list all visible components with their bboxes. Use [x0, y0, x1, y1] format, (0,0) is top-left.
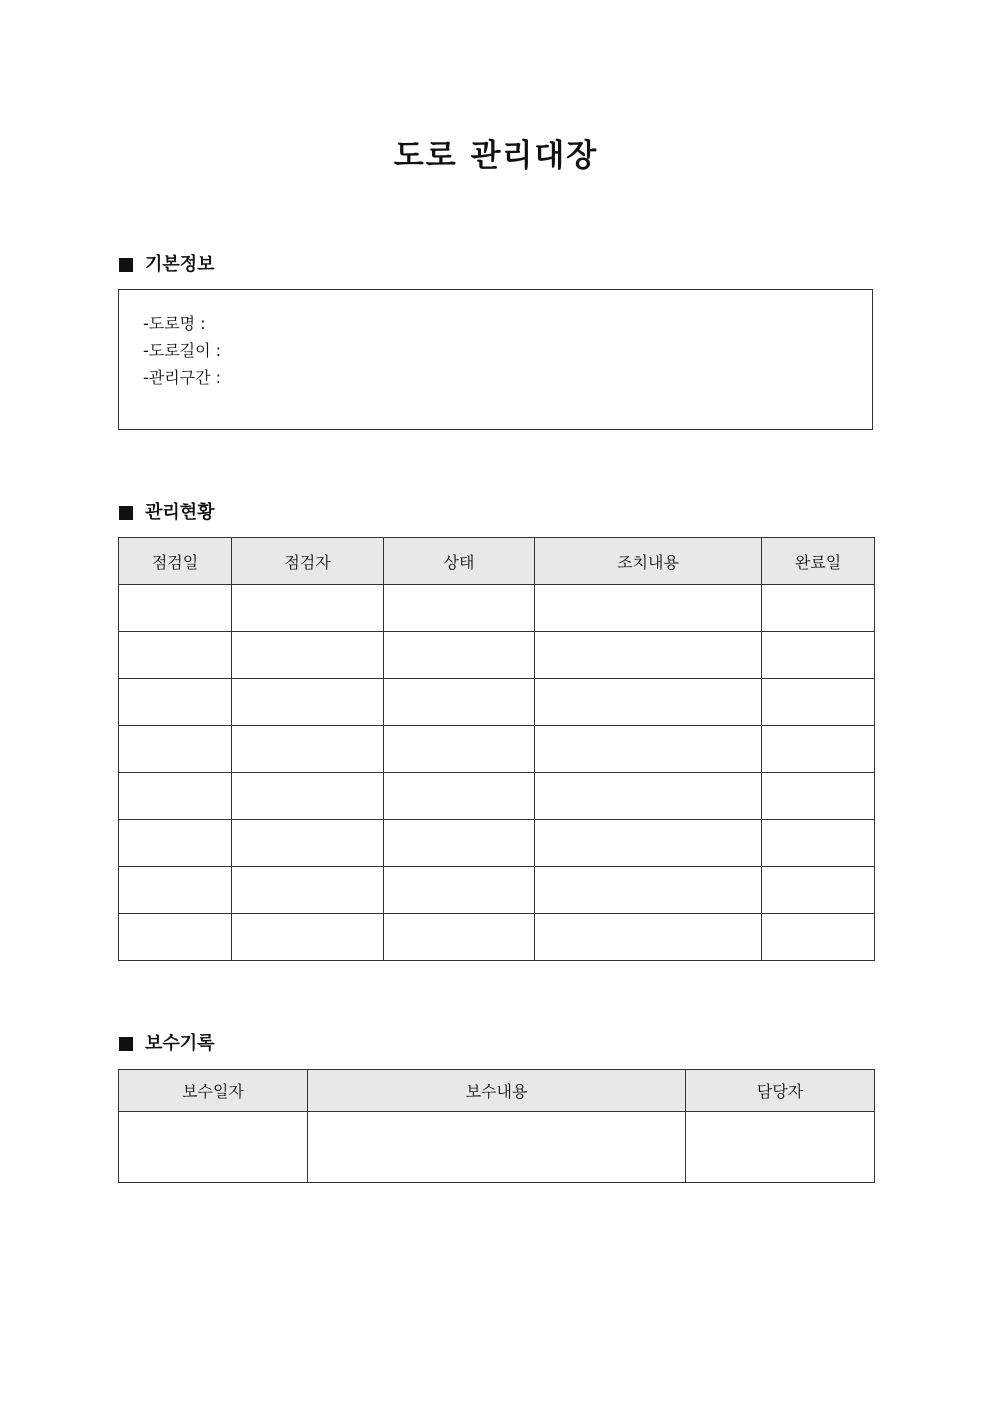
table-cell[interactable] [535, 632, 762, 679]
table-cell[interactable] [232, 632, 384, 679]
table-cell[interactable] [232, 585, 384, 632]
table-cell[interactable] [762, 773, 875, 820]
table-row [119, 820, 875, 867]
table-cell[interactable] [762, 867, 875, 914]
table-cell[interactable] [535, 773, 762, 820]
table-cell[interactable] [762, 914, 875, 961]
road-length-field: -도로길이 : [143, 341, 222, 360]
table-cell[interactable] [762, 679, 875, 726]
table-cell[interactable] [119, 726, 232, 773]
table-cell[interactable] [384, 726, 535, 773]
table-row [119, 726, 875, 773]
table-cell[interactable] [762, 820, 875, 867]
table-cell[interactable] [119, 1112, 308, 1183]
table-cell[interactable] [384, 632, 535, 679]
document-title: 도로 관리대장 [393, 138, 599, 174]
table-cell[interactable] [119, 820, 232, 867]
table-cell[interactable] [384, 585, 535, 632]
section-heading-label: 보수기록 [145, 1033, 215, 1054]
table-header-row [119, 538, 875, 585]
table-cell[interactable] [686, 1112, 875, 1183]
table-cell[interactable] [308, 1112, 686, 1183]
table-cell[interactable] [232, 914, 384, 961]
table-row [119, 679, 875, 726]
column-header-completion-date: 완료일 [762, 538, 875, 585]
square-bullet-icon [119, 258, 133, 272]
column-header-repair-date: 보수일자 [119, 1070, 308, 1112]
column-header-status: 상태 [384, 538, 535, 585]
section-heading-repair-records [119, 1032, 215, 1056]
table-cell[interactable] [535, 820, 762, 867]
table-cell[interactable] [384, 679, 535, 726]
table-cell[interactable] [232, 726, 384, 773]
table-header-row [119, 1070, 875, 1112]
management-status-table [118, 537, 875, 961]
table-cell[interactable] [232, 773, 384, 820]
basic-info-box [118, 289, 873, 430]
road-name-field: -도로명 : [143, 314, 206, 333]
section-heading-basic-info [119, 253, 215, 277]
table-cell[interactable] [232, 820, 384, 867]
table-row [119, 585, 875, 632]
table-row [119, 632, 875, 679]
column-header-action: 조치내용 [535, 538, 762, 585]
table-cell[interactable] [762, 726, 875, 773]
table-cell[interactable] [119, 632, 232, 679]
square-bullet-icon [119, 506, 133, 520]
table-row [119, 773, 875, 820]
table-cell[interactable] [762, 585, 875, 632]
column-header-person-in-charge: 담당자 [686, 1070, 875, 1112]
repair-records-table [118, 1069, 875, 1183]
table-cell[interactable] [762, 632, 875, 679]
table-cell[interactable] [119, 914, 232, 961]
section-heading-management-status [119, 501, 215, 525]
section-heading-label: 기본정보 [145, 254, 215, 275]
column-header-inspection-date: 점검일 [119, 538, 232, 585]
table-row [119, 867, 875, 914]
table-cell[interactable] [384, 820, 535, 867]
square-bullet-icon [119, 1037, 133, 1051]
table-cell[interactable] [535, 585, 762, 632]
table-cell[interactable] [119, 585, 232, 632]
table-cell[interactable] [384, 773, 535, 820]
column-header-inspector: 점검자 [232, 538, 384, 585]
table-cell[interactable] [232, 679, 384, 726]
table-cell[interactable] [119, 773, 232, 820]
management-section-field: -관리구간 : [143, 368, 222, 387]
table-cell[interactable] [535, 726, 762, 773]
table-cell[interactable] [384, 914, 535, 961]
table-cell[interactable] [232, 867, 384, 914]
table-row [119, 1112, 875, 1183]
table-cell[interactable] [119, 679, 232, 726]
column-header-repair-content: 보수내용 [308, 1070, 686, 1112]
table-row [119, 914, 875, 961]
table-cell[interactable] [119, 867, 232, 914]
section-heading-label: 관리현황 [145, 502, 215, 523]
table-cell[interactable] [535, 679, 762, 726]
table-cell[interactable] [535, 914, 762, 961]
table-cell[interactable] [384, 867, 535, 914]
table-cell[interactable] [535, 867, 762, 914]
